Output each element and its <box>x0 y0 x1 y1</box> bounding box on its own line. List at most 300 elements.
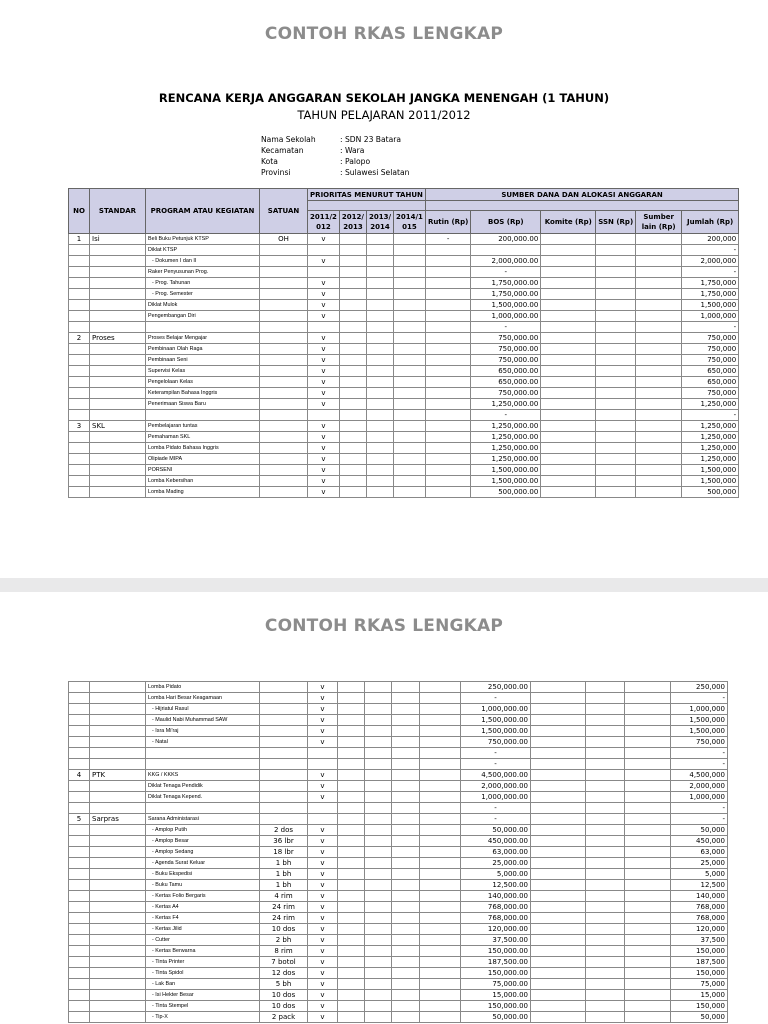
cell-komite <box>541 311 596 322</box>
cell-jumlah: 120,000 <box>671 924 728 935</box>
cell-ssn <box>586 693 625 704</box>
cell-ssn <box>586 825 625 836</box>
cell-standar <box>90 344 146 355</box>
cell-bos: 1,000,000.00 <box>471 311 541 322</box>
cell-y3 <box>366 432 393 443</box>
cell-ssn <box>586 1012 625 1023</box>
cell-lain <box>625 781 671 792</box>
cell-y1 <box>308 814 338 825</box>
cell-program: Olipiade MIPA <box>146 454 260 465</box>
cell-bos: 1,250,000.00 <box>471 399 541 410</box>
cell-komite <box>531 968 586 979</box>
cell-y1: v <box>308 913 338 924</box>
cell-no <box>69 476 90 487</box>
cell-bos: 37,500.00 <box>461 935 531 946</box>
cell-satuan: 18 lbr <box>260 847 308 858</box>
cell-y3 <box>366 300 393 311</box>
banner-title: CONTOH RKAS LENGKAP <box>264 616 504 636</box>
cell-standar <box>90 726 146 737</box>
cell-komite <box>541 300 596 311</box>
cell-no <box>69 935 90 946</box>
cell-y4 <box>394 267 426 278</box>
table-row <box>69 300 739 311</box>
cell-lain <box>625 748 671 759</box>
header-satuan: SATUAN <box>260 189 308 234</box>
cell-no <box>69 924 90 935</box>
cell-rutin <box>420 748 461 759</box>
cell-standar <box>90 399 146 410</box>
cell-y1: v <box>308 366 340 377</box>
cell-bos: 12,500.00 <box>461 880 531 891</box>
cell-lain <box>636 443 682 454</box>
cell-no <box>69 902 90 913</box>
cell-komite <box>531 693 586 704</box>
cell-y3 <box>366 443 393 454</box>
document-page-2 <box>0 592 768 1024</box>
cell-rutin <box>425 300 470 311</box>
table-row <box>69 693 728 704</box>
cell-bos: 750,000.00 <box>471 355 541 366</box>
cell-satuan: 2 pack <box>260 1012 308 1023</box>
table-row <box>69 968 728 979</box>
table-row <box>69 278 739 289</box>
document-title: RENCANA KERJA ANGGARAN SEKOLAH JANGKA MENENGAH (1 TAHUN) <box>158 91 610 105</box>
cell-rutin <box>425 322 470 333</box>
cell-lain <box>625 770 671 781</box>
cell-y4 <box>392 946 420 957</box>
cell-komite <box>531 979 586 990</box>
cell-jumlah: 768,000 <box>671 902 728 913</box>
cell-y3 <box>365 682 392 693</box>
cell-satuan <box>260 715 308 726</box>
cell-satuan: 24 rim <box>260 902 308 913</box>
cell-y2 <box>339 487 366 498</box>
cell-ssn <box>586 836 625 847</box>
cell-bos: 750,000.00 <box>471 344 541 355</box>
cell-y4 <box>392 737 420 748</box>
cell-rutin <box>420 704 461 715</box>
cell-jumlah: - <box>682 267 739 278</box>
cell-no <box>69 880 90 891</box>
cell-ssn <box>586 759 625 770</box>
cell-y1 <box>308 322 340 333</box>
cell-y3 <box>366 344 393 355</box>
table-row <box>69 726 728 737</box>
cell-rutin <box>420 781 461 792</box>
cell-rutin <box>425 278 470 289</box>
cell-standar: PTK <box>90 770 146 781</box>
cell-komite <box>531 891 586 902</box>
cell-lain <box>636 278 682 289</box>
header-bos: BOS (Rp) <box>471 211 541 234</box>
cell-bos: 1,500,000.00 <box>461 715 531 726</box>
cell-program <box>146 759 260 770</box>
cell-y2 <box>339 377 366 388</box>
cell-rutin: - <box>425 234 470 245</box>
cell-y2 <box>338 913 365 924</box>
cell-ssn <box>596 278 636 289</box>
cell-y3 <box>365 957 392 968</box>
cell-no <box>69 748 90 759</box>
cell-standar: Sarpras <box>90 814 146 825</box>
cell-jumlah: - <box>671 748 728 759</box>
cell-standar <box>90 693 146 704</box>
cell-no <box>69 443 90 454</box>
cell-y2 <box>338 847 365 858</box>
cell-rutin <box>420 803 461 814</box>
cell-jumlah: 150,000 <box>671 946 728 957</box>
cell-ssn <box>586 902 625 913</box>
cell-program: - Amplop Besar <box>146 836 260 847</box>
cell-bos: 768,000.00 <box>461 902 531 913</box>
cell-standar <box>90 267 146 278</box>
cell-standar <box>90 990 146 1001</box>
cell-ssn <box>586 682 625 693</box>
cell-y2 <box>338 891 365 902</box>
cell-lain <box>636 366 682 377</box>
cell-y3 <box>366 322 393 333</box>
cell-no <box>69 858 90 869</box>
cell-y3 <box>366 421 393 432</box>
cell-satuan <box>260 443 308 454</box>
cell-lain <box>625 1012 671 1023</box>
cell-y2 <box>339 432 366 443</box>
table-row <box>69 913 728 924</box>
cell-bos: 187,500.00 <box>461 957 531 968</box>
cell-no <box>69 388 90 399</box>
cell-lain <box>625 792 671 803</box>
cell-y3 <box>365 836 392 847</box>
cell-ssn <box>586 748 625 759</box>
cell-y4 <box>394 322 426 333</box>
table-row <box>69 245 739 256</box>
cell-lain <box>625 968 671 979</box>
cell-y4 <box>392 682 420 693</box>
cell-rutin <box>420 902 461 913</box>
cell-komite <box>541 344 596 355</box>
cell-program <box>146 322 260 333</box>
cell-program: Lomba Pidato <box>146 682 260 693</box>
cell-satuan <box>260 803 308 814</box>
cell-jumlah: 150,000 <box>671 968 728 979</box>
cell-rutin <box>425 311 470 322</box>
cell-jumlah: - <box>682 245 739 256</box>
cell-ssn <box>596 311 636 322</box>
cell-program: - Prog. Semester <box>146 289 260 300</box>
cell-y1: v <box>308 847 338 858</box>
header-jumlah: Jumlah (Rp) <box>682 211 739 234</box>
cell-ssn <box>586 715 625 726</box>
cell-y1: v <box>308 990 338 1001</box>
cell-satuan: 1 bh <box>260 880 308 891</box>
cell-bos: 4,500,000.00 <box>461 770 531 781</box>
cell-no: 5 <box>69 814 90 825</box>
cell-no <box>69 781 90 792</box>
cell-standar <box>90 311 146 322</box>
cell-komite <box>541 333 596 344</box>
table-row <box>69 1012 728 1023</box>
cell-jumlah: 187,500 <box>671 957 728 968</box>
cell-lain <box>636 377 682 388</box>
cell-ssn <box>586 957 625 968</box>
cell-y2 <box>339 465 366 476</box>
cell-program: - Tinta Printer <box>146 957 260 968</box>
cell-y2 <box>339 333 366 344</box>
cell-jumlah: 1,500,000 <box>671 715 728 726</box>
cell-standar <box>90 891 146 902</box>
cell-y4 <box>392 1012 420 1023</box>
cell-program: Sarana Administarasi <box>146 814 260 825</box>
cell-komite <box>541 432 596 443</box>
cell-rutin <box>425 245 470 256</box>
cell-y2 <box>338 814 365 825</box>
cell-y4 <box>392 968 420 979</box>
cell-no: 4 <box>69 770 90 781</box>
cell-satuan <box>260 388 308 399</box>
cell-komite <box>541 465 596 476</box>
cell-y1: v <box>308 781 338 792</box>
cell-satuan <box>260 487 308 498</box>
cell-y3 <box>366 410 393 421</box>
cell-rutin <box>425 344 470 355</box>
table-row <box>69 814 728 825</box>
cell-bos: 150,000.00 <box>461 1001 531 1012</box>
cell-rutin <box>425 432 470 443</box>
cell-y4 <box>392 693 420 704</box>
cell-jumlah: - <box>671 803 728 814</box>
cell-y4 <box>392 759 420 770</box>
cell-lain <box>625 814 671 825</box>
cell-program: Supervisi Kelas <box>146 366 260 377</box>
cell-komite <box>531 715 586 726</box>
table-row <box>69 234 739 245</box>
cell-y2 <box>338 1012 365 1023</box>
cell-lain <box>636 410 682 421</box>
cell-program: Pemahaman SKL <box>146 432 260 443</box>
cell-y3 <box>366 355 393 366</box>
table-row <box>69 682 728 693</box>
cell-y2 <box>339 256 366 267</box>
cell-y3 <box>365 968 392 979</box>
cell-lain <box>625 935 671 946</box>
cell-rutin <box>420 968 461 979</box>
cell-jumlah: 75,000 <box>671 979 728 990</box>
cell-y1: v <box>308 825 338 836</box>
cell-y2 <box>339 355 366 366</box>
cell-y1: v <box>308 968 338 979</box>
info-row: Provinsi : Sulawesi Selatan <box>261 168 410 177</box>
cell-satuan: 10 dos <box>260 1001 308 1012</box>
cell-rutin <box>425 267 470 278</box>
cell-komite <box>531 880 586 891</box>
banner-title: CONTOH RKAS LENGKAP <box>264 24 504 44</box>
cell-y4 <box>392 836 420 847</box>
cell-no <box>69 432 90 443</box>
cell-rutin <box>420 1012 461 1023</box>
table-row <box>69 267 739 278</box>
cell-lain <box>636 300 682 311</box>
cell-komite <box>541 388 596 399</box>
cell-program: Beli Buku Petunjuk KTSP <box>146 234 260 245</box>
cell-satuan <box>260 377 308 388</box>
table-row <box>69 770 728 781</box>
cell-rutin <box>420 880 461 891</box>
header-sumber-lain: Sumber lain (Rp) <box>636 211 682 234</box>
cell-ssn <box>586 858 625 869</box>
cell-ssn <box>586 990 625 1001</box>
cell-rutin <box>420 770 461 781</box>
cell-y2 <box>338 704 365 715</box>
cell-program: - Kertas F4 <box>146 913 260 924</box>
cell-no <box>69 278 90 289</box>
cell-y1: v <box>308 465 340 476</box>
cell-satuan <box>260 693 308 704</box>
cell-y3 <box>365 990 392 1001</box>
cell-lain <box>636 432 682 443</box>
cell-standar <box>90 924 146 935</box>
cell-y2 <box>338 869 365 880</box>
cell-bos: 5,000.00 <box>461 869 531 880</box>
cell-y2 <box>339 322 366 333</box>
cell-standar <box>90 968 146 979</box>
cell-rutin <box>420 1001 461 1012</box>
cell-bos: 1,250,000.00 <box>471 421 541 432</box>
header-sumber-dana: SUMBER DANA DAN ALOKASI ANGGARAN <box>425 189 738 201</box>
cell-y3 <box>365 891 392 902</box>
cell-komite <box>531 770 586 781</box>
cell-no <box>69 322 90 333</box>
cell-program: - Cutter <box>146 935 260 946</box>
cell-jumlah: 1,500,000 <box>671 726 728 737</box>
cell-no <box>69 825 90 836</box>
cell-bos: - <box>471 322 541 333</box>
cell-lain <box>625 715 671 726</box>
cell-lain <box>625 1001 671 1012</box>
cell-ssn <box>586 924 625 935</box>
cell-y1: v <box>308 726 338 737</box>
cell-komite <box>531 781 586 792</box>
cell-y2 <box>339 366 366 377</box>
cell-bos: - <box>461 693 531 704</box>
cell-rutin <box>420 847 461 858</box>
table-row <box>69 836 728 847</box>
cell-program: KKG / KKKS <box>146 770 260 781</box>
cell-no <box>69 836 90 847</box>
cell-standar <box>90 836 146 847</box>
cell-y3 <box>365 704 392 715</box>
cell-y2 <box>339 311 366 322</box>
cell-jumlah: 1,250,000 <box>682 454 739 465</box>
cell-standar: SKL <box>90 421 146 432</box>
table-row <box>69 759 728 770</box>
cell-y1 <box>308 748 338 759</box>
cell-y3 <box>366 476 393 487</box>
cell-no <box>69 366 90 377</box>
cell-jumlah: - <box>682 322 739 333</box>
cell-y4 <box>392 957 420 968</box>
cell-y3 <box>365 759 392 770</box>
header-year-3: 2013/ 2014 <box>366 211 393 234</box>
cell-no <box>69 487 90 498</box>
cell-bos: 150,000.00 <box>461 946 531 957</box>
cell-y1: v <box>308 792 338 803</box>
cell-no <box>69 737 90 748</box>
cell-y4 <box>394 289 426 300</box>
cell-program: Diklat KTSP <box>146 245 260 256</box>
budget-table-page-2 <box>68 681 728 1023</box>
cell-y3 <box>365 902 392 913</box>
cell-program: Diklat Mulok <box>146 300 260 311</box>
cell-ssn <box>586 869 625 880</box>
cell-program: PORSENI <box>146 465 260 476</box>
cell-y4 <box>394 355 426 366</box>
cell-standar <box>90 715 146 726</box>
cell-y1: v <box>308 476 340 487</box>
table-row <box>69 924 728 935</box>
cell-standar <box>90 704 146 715</box>
cell-y4 <box>392 990 420 1001</box>
cell-jumlah: 650,000 <box>682 366 739 377</box>
cell-program: Diklat Tenaga Kepend. <box>146 792 260 803</box>
cell-y2 <box>338 748 365 759</box>
cell-satuan <box>260 421 308 432</box>
cell-rutin <box>425 289 470 300</box>
table-row <box>69 935 728 946</box>
cell-satuan <box>260 355 308 366</box>
cell-y4 <box>394 399 426 410</box>
table-row <box>69 803 728 814</box>
cell-ssn <box>596 377 636 388</box>
cell-y4 <box>394 366 426 377</box>
cell-jumlah: 1,250,000 <box>682 421 739 432</box>
cell-ssn <box>586 704 625 715</box>
cell-lain <box>636 454 682 465</box>
cell-ssn <box>596 366 636 377</box>
cell-y4 <box>392 891 420 902</box>
cell-y2 <box>338 968 365 979</box>
cell-y3 <box>366 245 393 256</box>
cell-jumlah: 50,000 <box>671 825 728 836</box>
cell-satuan: 7 botol <box>260 957 308 968</box>
cell-y2 <box>338 770 365 781</box>
cell-lain <box>625 913 671 924</box>
cell-program <box>146 410 260 421</box>
cell-no <box>69 454 90 465</box>
cell-jumlah: 650,000 <box>682 377 739 388</box>
table-row <box>69 891 728 902</box>
cell-y2 <box>338 858 365 869</box>
cell-satuan: 2 bh <box>260 935 308 946</box>
cell-komite <box>531 858 586 869</box>
cell-lain <box>636 311 682 322</box>
cell-satuan: 24 rim <box>260 913 308 924</box>
cell-y2 <box>338 946 365 957</box>
header-program: PROGRAM ATAU KEGIATAN <box>146 189 260 234</box>
cell-y2 <box>338 880 365 891</box>
cell-standar <box>90 476 146 487</box>
cell-y3 <box>366 333 393 344</box>
cell-y3 <box>366 366 393 377</box>
cell-y2 <box>338 803 365 814</box>
cell-lain <box>625 693 671 704</box>
cell-bos: 200,000.00 <box>471 234 541 245</box>
cell-ssn <box>596 465 636 476</box>
cell-y4 <box>394 388 426 399</box>
cell-ssn <box>586 726 625 737</box>
table-body-page-2 <box>69 682 728 1023</box>
cell-bos: 1,250,000.00 <box>471 454 541 465</box>
cell-program: - Hijriatul Rasul <box>146 704 260 715</box>
